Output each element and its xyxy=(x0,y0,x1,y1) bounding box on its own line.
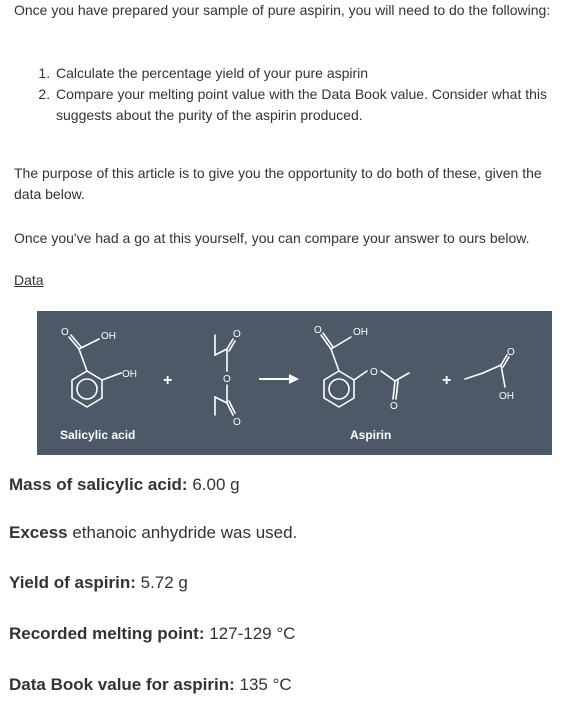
fact-melting-point xyxy=(9,623,295,645)
purpose-paragraph: The purpose of this article is to give you the opportunity to do both of these, given the data below. xyxy=(14,165,542,202)
step-item: 2. Compare your melting point value with the Data Book value. Consider what this suggests about the purity of the aspirin produced. xyxy=(54,84,567,126)
fact-value: 6.00 g xyxy=(187,475,240,494)
fact-label: Mass of salicylic acid: xyxy=(9,475,188,494)
fact-mass-salicylic xyxy=(9,474,240,496)
atom-label-o: O xyxy=(223,374,231,385)
atom-label-o: O xyxy=(233,417,241,428)
plus-sign: + xyxy=(442,372,452,389)
steps-list xyxy=(36,63,567,126)
reaction-scheme xyxy=(37,311,552,455)
plus-sign: + xyxy=(163,372,173,389)
atom-label-oh: OH xyxy=(122,369,137,380)
aspirin-label: Aspirin xyxy=(350,428,392,442)
atom-label-o: O xyxy=(61,327,69,338)
atom-label-o: O xyxy=(314,325,322,336)
reaction-scheme-svg xyxy=(37,311,552,455)
fact-label: Excess xyxy=(9,523,68,542)
data-heading: Data xyxy=(14,272,44,288)
fact-excess-anhydride xyxy=(9,522,297,544)
atom-label-o: O xyxy=(507,347,515,358)
atom-label-o: O xyxy=(370,367,378,378)
atom-label-o: O xyxy=(390,401,398,412)
fact-label: Data Book value for aspirin: xyxy=(9,675,235,694)
fact-value: 5.72 g xyxy=(135,573,188,592)
atom-label-oh: OH xyxy=(101,331,116,342)
intro-paragraph: Once you have prepared your sample of pure aspirin, you will need to do the following: xyxy=(14,2,551,18)
atom-label-oh: OH xyxy=(499,391,514,402)
fact-label: Recorded melting point: xyxy=(9,624,205,643)
fact-data-book-value xyxy=(9,674,292,696)
fact-label: Yield of aspirin: xyxy=(9,573,136,592)
atom-label-o: O xyxy=(233,329,241,340)
fact-value: 127-129 °C xyxy=(204,624,296,643)
fact-yield-aspirin xyxy=(9,572,188,594)
aspirin-ring-circle xyxy=(329,379,349,399)
reaction-arrowhead xyxy=(289,374,299,384)
salicylic-ring-circle xyxy=(77,379,97,399)
atom-label-oh: OH xyxy=(353,327,368,338)
compare-paragraph: Once you've had a go at this yourself, you can compare your answer to ours below. xyxy=(14,230,530,246)
step-item: 1. Calculate the percentage yield of your pure aspirin xyxy=(54,63,567,84)
salicylic-acid-label: Salicylic acid xyxy=(60,428,136,442)
fact-value: ethanoic anhydride was used. xyxy=(67,523,298,542)
fact-value: 135 °C xyxy=(234,675,292,694)
